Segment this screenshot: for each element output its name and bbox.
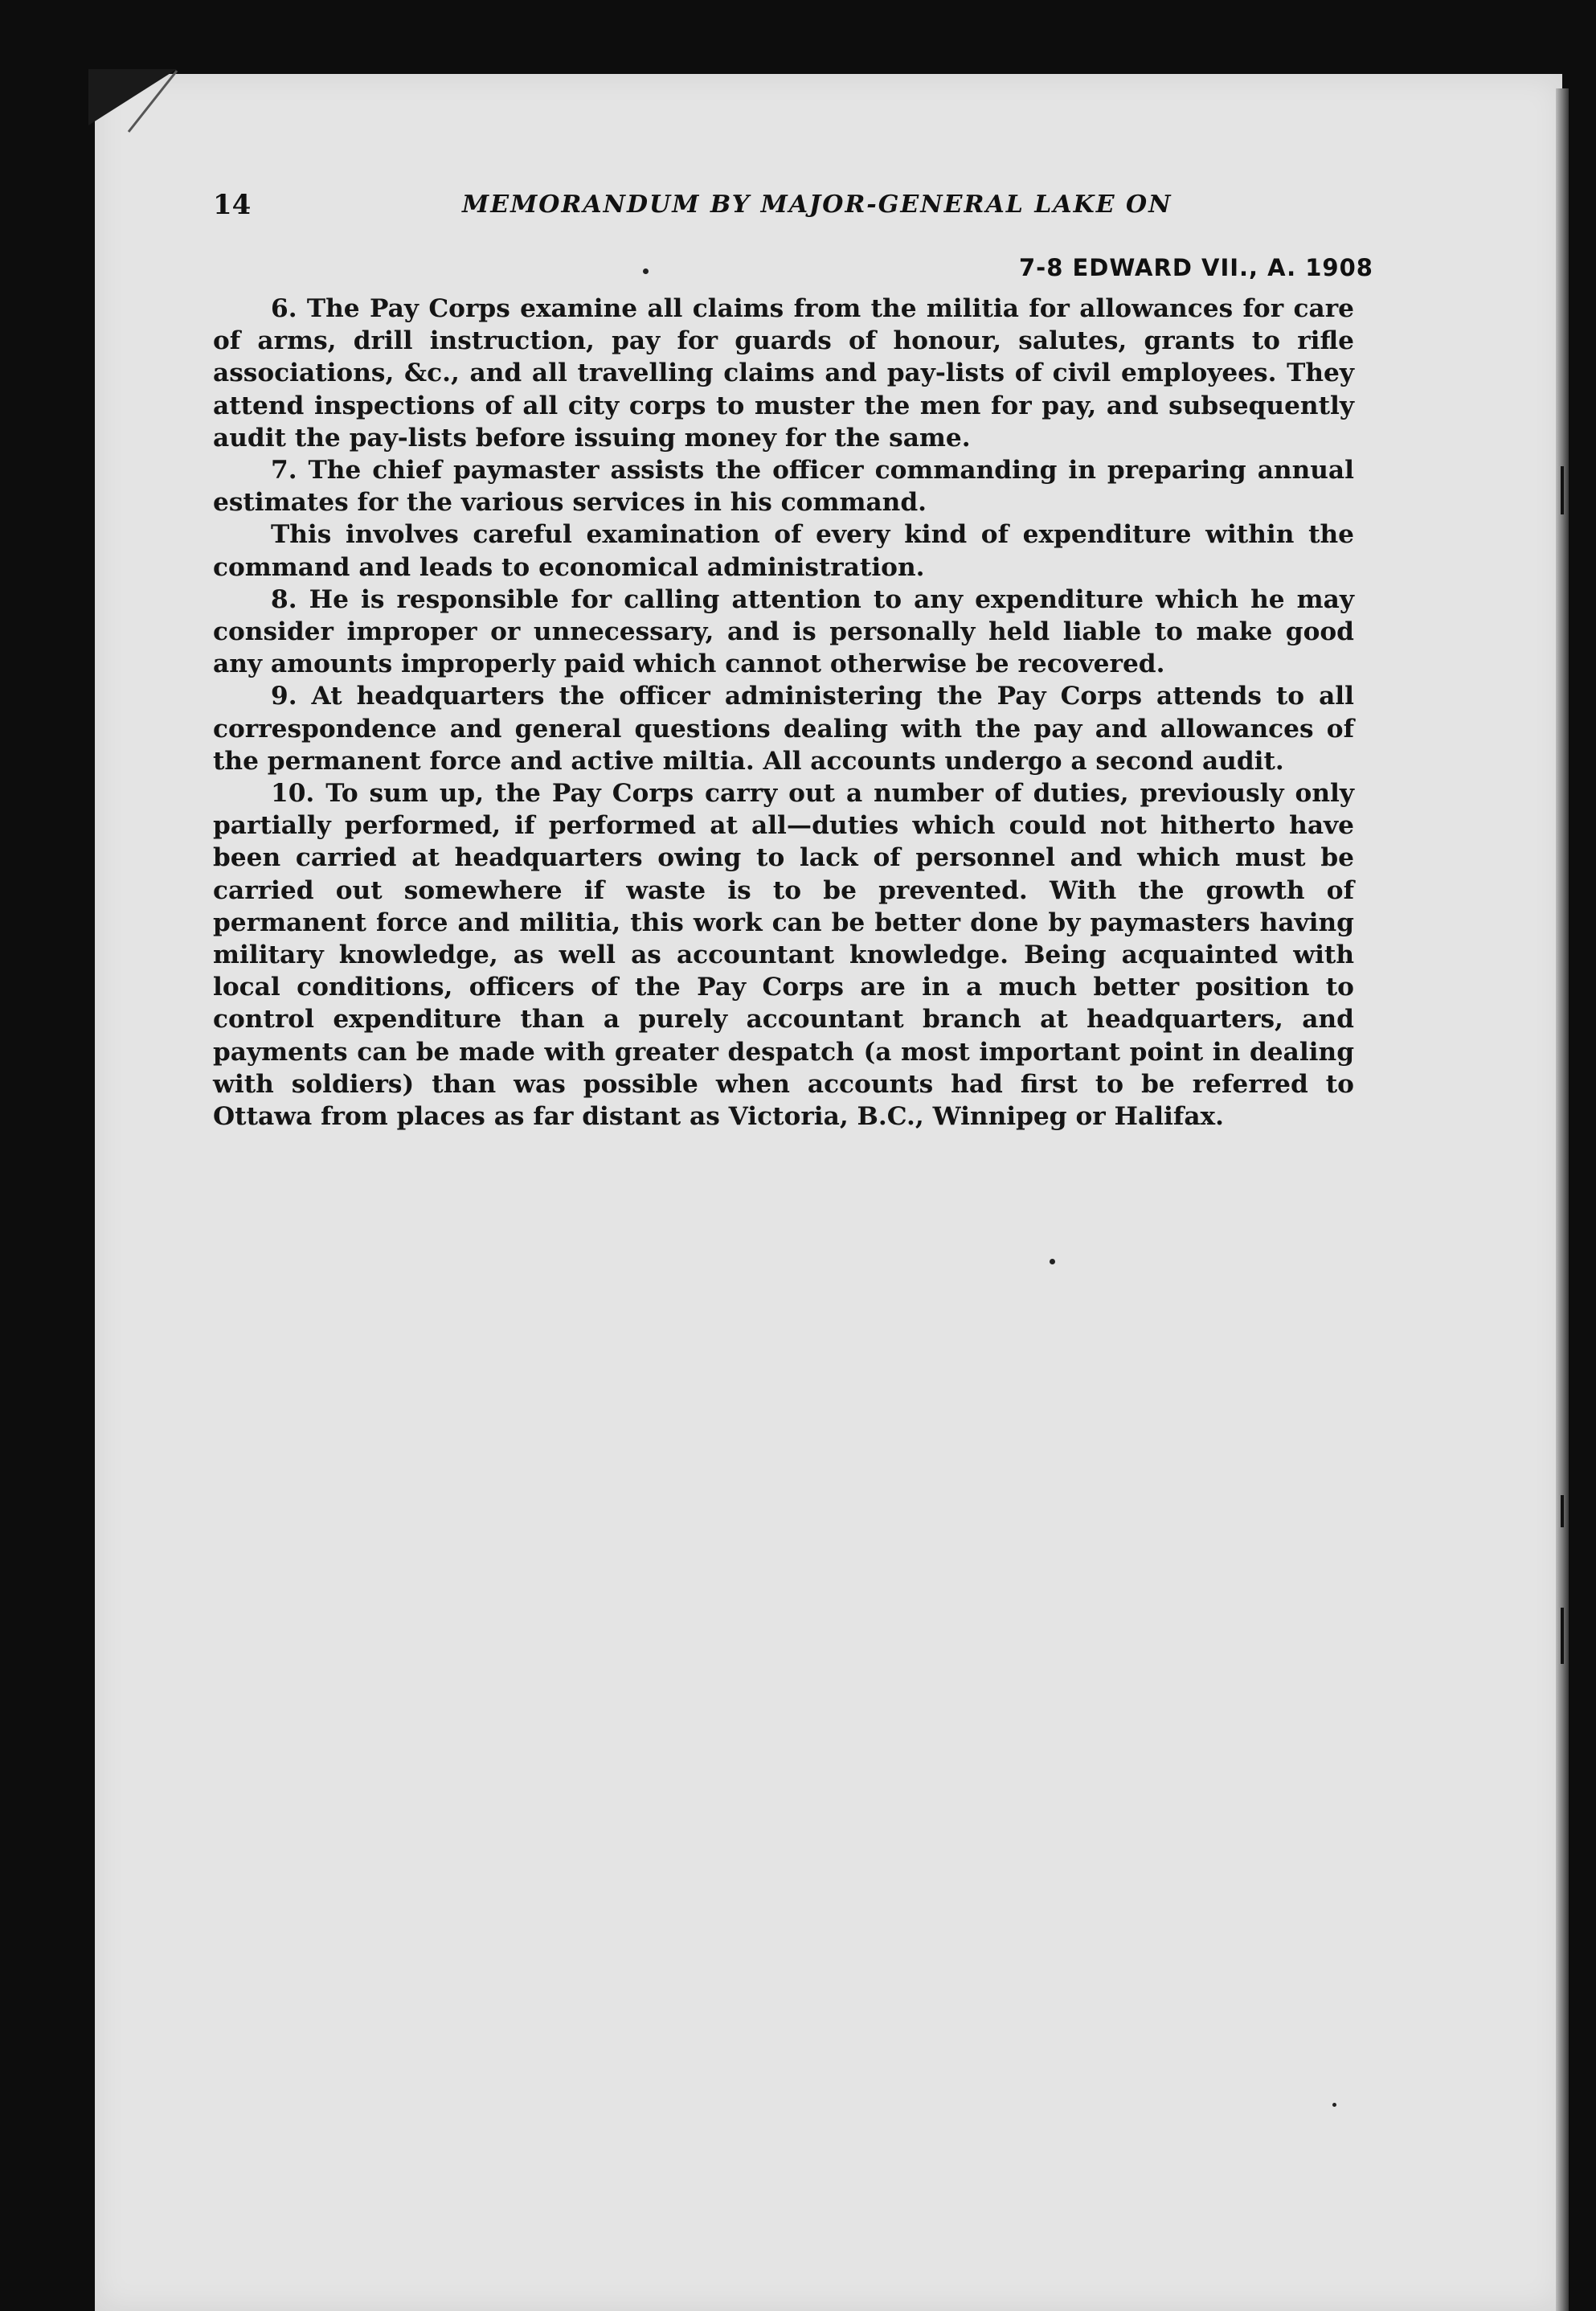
- running-title: MEMORANDUM BY MAJOR-GENERAL LAKE ON: [462, 191, 1172, 219]
- page-number: 14: [213, 189, 252, 221]
- page-fold-mark: [88, 69, 185, 133]
- paragraph-8: 8. He is responsible for calling attention to any expenditure which he may consider improper or unnecessary, and is personally held liable to make good any amounts improperly paid which cannot otherwise be recovered.: [213, 584, 1354, 679]
- speck: [1050, 1259, 1055, 1264]
- paragraph-10: 10. To sum up, the Pay Corps carry out a number of duties, previously only partially performed, if performed at all—duties which could not hitherto have been carried at headquarters owing to lack of personnel and which must be carried out somewhere if waste is to be prevented. With the growth of permanent force and militia, this work can be better done by paymasters having military knowledge, as well as accountant knowledge. Being acquainted with local conditions, officers of the Pay Corps are in a much better position to control expenditure than a purely accountant branch at headquarters, and payments can be made with greater despatch (a most important point in dealing with soldiers) than was possible when accounts had first to be referred to Ottawa from places as far distant as Victoria, B.C., Winnipeg or Halifax.: [213, 779, 1354, 1132]
- speck: [643, 268, 649, 274]
- scan-artifact: [1561, 1608, 1564, 1664]
- scan-artifact: [1561, 1495, 1564, 1527]
- paragraph-6: 6. The Pay Corps examine all claims from the militia for allowances for care of arms, drill instruction, pay for guards of honour, salutes, grants to rifle associations, &c., and all travelling claims and pay-lists of civil employees. They attend inspections of all city corps to muster the men for pay, and subsequently audit the pay-lists before issuing money for the same.: [213, 294, 1354, 453]
- speck: [1332, 2103, 1336, 2107]
- scan-artifact: [1561, 466, 1564, 514]
- paragraph-7-continued: This involves careful examination of every kind of expenditure within the command and leads to economical administration.: [213, 520, 1354, 582]
- page-edge: [1556, 88, 1569, 2311]
- running-header: [213, 189, 1354, 237]
- session-reference: 7-8 EDWARD VII., A. 1908: [1019, 254, 1373, 281]
- paragraph-7: 7. The chief paymaster assists the officer commanding in preparing annual estimates for the various services in his command.: [213, 456, 1354, 518]
- paragraph-9: 9. At headquarters the officer administering the Pay Corps attends to all correspondence and general questions dealing with the pay and allowances of the permanent force and active miltia. All accounts undergo a second audit.: [213, 682, 1354, 776]
- memorandum-body: [213, 293, 1354, 1133]
